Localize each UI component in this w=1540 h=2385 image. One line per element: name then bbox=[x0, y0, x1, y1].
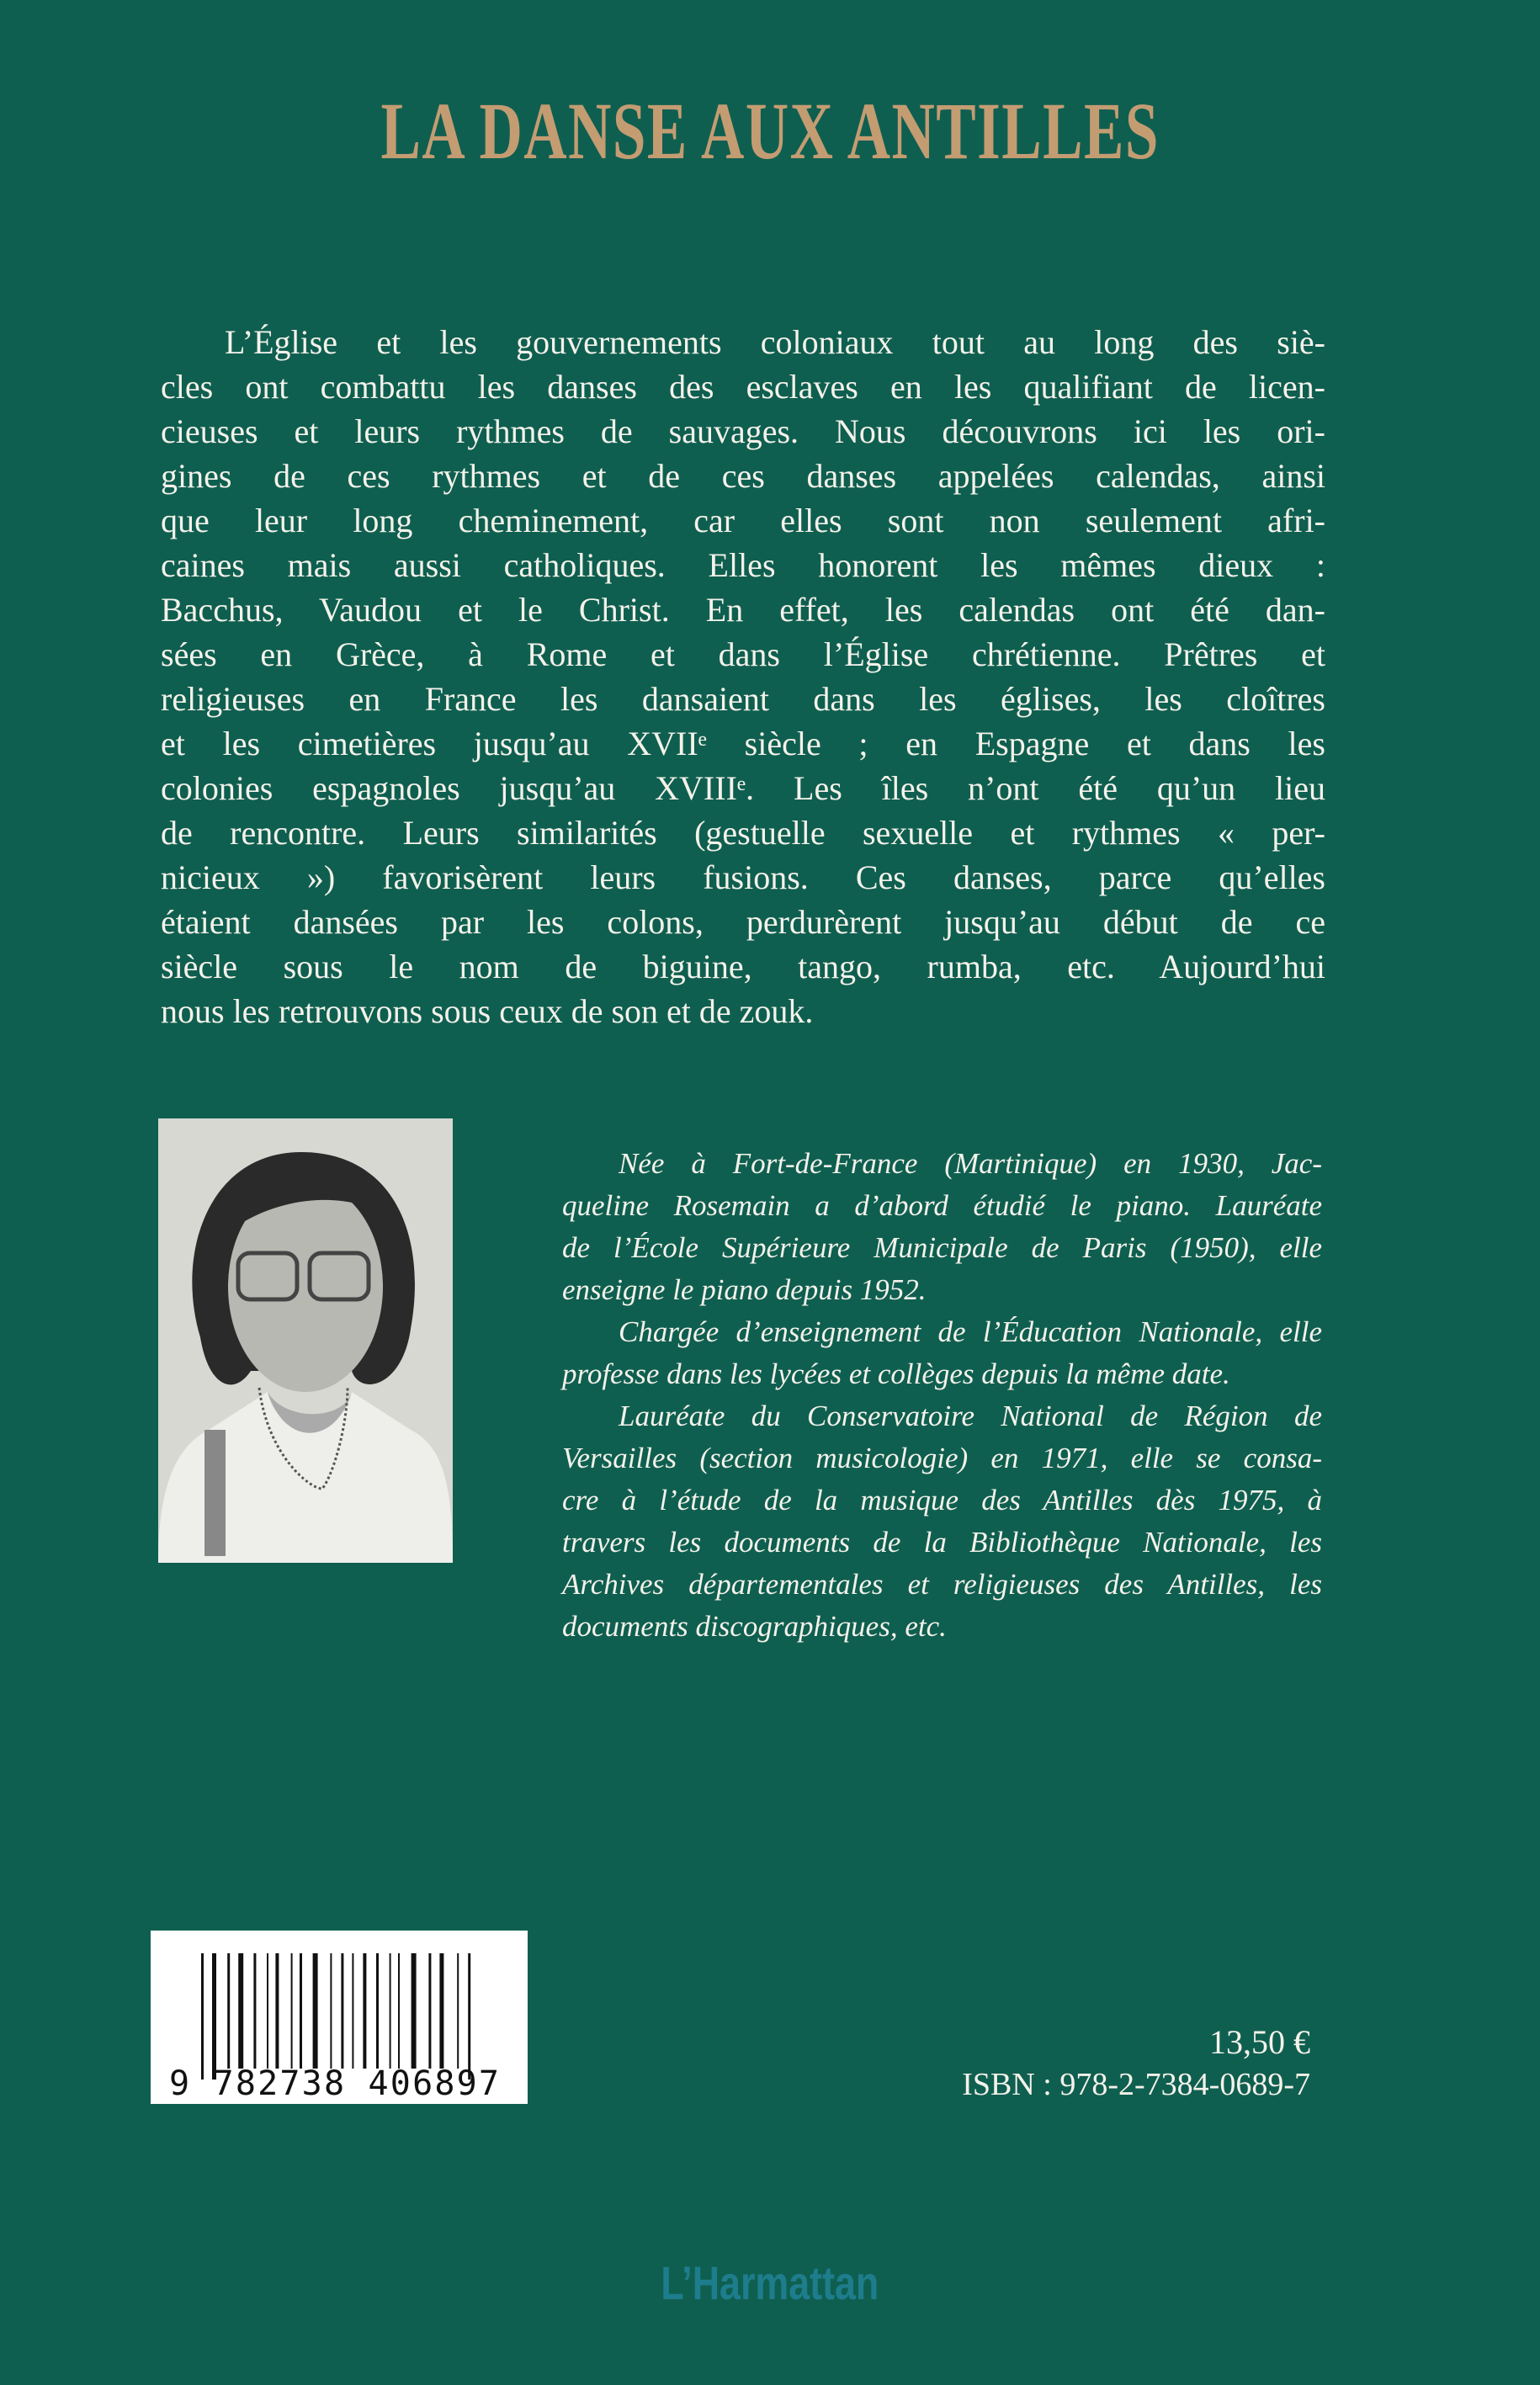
barcode-bar bbox=[341, 1953, 343, 2069]
barcode-bar bbox=[291, 1953, 293, 2069]
barcode-bar bbox=[253, 1953, 256, 2069]
bio-line: travers les documents de la Bibliothèque Nationale, les bbox=[562, 1526, 1322, 1559]
bio-line: Archives départementales et religieuses des Antilles, les bbox=[562, 1568, 1322, 1601]
barcode-bar bbox=[267, 1953, 268, 2069]
barcode-bar bbox=[330, 1953, 332, 2069]
barcode-bar bbox=[376, 1953, 379, 2069]
barcode-bar bbox=[238, 1953, 243, 2069]
blurb-line: siècle sous le nom de biguine, tango, rumba, etc. Aujourd’hui bbox=[161, 948, 1325, 985]
bio-line: Versailles (section musicologie) en 1971, elle se consa- bbox=[562, 1442, 1322, 1474]
price: 13,50 € bbox=[1209, 2023, 1310, 2061]
barcode-bar bbox=[201, 1953, 204, 2080]
bio-line: queline Rosemain a d’abord étudié le piano. Lauréate bbox=[562, 1189, 1322, 1222]
bio-line: documents discographiques, etc. bbox=[562, 1610, 947, 1643]
barcode-bar bbox=[439, 1953, 443, 2069]
publisher-logo-wrap bbox=[0, 2255, 1540, 2310]
author-bio bbox=[562, 1143, 1322, 1648]
barcode-bar bbox=[313, 1953, 318, 2069]
book-title: LA DANSE AUX ANTILLES bbox=[380, 86, 1160, 176]
barcode-bar bbox=[390, 1953, 391, 2069]
blurb-line: cieuses et leurs rythmes de sauvages. Nous découvrons ici les ori- bbox=[161, 412, 1325, 450]
blurb-line: nicieux ») favorisèrent leurs fusions. Ces danses, parce qu’elles bbox=[161, 858, 1325, 896]
barcode-bar bbox=[275, 1953, 279, 2069]
author-portrait-image bbox=[158, 1118, 453, 1563]
blurb-paragraph bbox=[161, 320, 1325, 1033]
bio-line: Lauréate du Conservatoire National de Région de bbox=[619, 1400, 1322, 1432]
blurb-line: gines de ces rythmes et de ces danses appelées calendas, ainsi bbox=[161, 457, 1325, 495]
bio-line: Chargée d’enseignement de l’Éducation Nationale, elle bbox=[619, 1315, 1322, 1348]
blurb-line: sées en Grèce, à Rome et dans l’Église chrétienne. Prêtres et bbox=[161, 635, 1325, 673]
blurb-line: et les cimetières jusqu’au XVIIᵉ siècle ; en Espagne et dans les bbox=[161, 725, 1325, 762]
publisher-logo: L’Harmattan bbox=[661, 2256, 879, 2309]
bio-line: cre à l’étude de la musique des Antilles dès 1975, à bbox=[562, 1484, 1322, 1517]
author-photo bbox=[158, 1118, 453, 1563]
barcode-bar bbox=[457, 1953, 459, 2069]
bio-line: professe dans les lycées et collèges depuis la même date. bbox=[562, 1357, 1230, 1390]
barcode-bar bbox=[227, 1953, 230, 2069]
blurb-line: étaient dansées par les colons, perdurèrent jusqu’au début de ce bbox=[161, 903, 1325, 941]
blurb-line: que leur long cheminement, car elles sont non seulement afri- bbox=[161, 502, 1325, 539]
barcode-bars bbox=[151, 1931, 528, 2104]
isbn-barcode bbox=[151, 1931, 528, 2104]
blurb-line: de rencontre. Leurs similarités (gestuelle sexuelle et rythmes « per- bbox=[161, 814, 1325, 852]
blurb-line: colonies espagnoles jusqu’au XVIIIᵉ. Les îles n’ont été qu’un lieu bbox=[161, 769, 1325, 807]
isbn: ISBN : 978-2-7384-0689-7 bbox=[962, 2067, 1310, 2102]
book-title-wrap bbox=[0, 84, 1540, 178]
blurb-line: religieuses en France les dansaient dans les églises, les cloîtres bbox=[161, 680, 1325, 718]
barcode-bar bbox=[352, 1953, 353, 2069]
blurb-line: Bacchus, Vaudou et le Christ. En effet, les calendas ont été dan- bbox=[161, 591, 1325, 629]
barcode-digits: 9 782738 406897 bbox=[169, 2064, 499, 2103]
barcode-bar bbox=[468, 1953, 470, 2080]
blurb-line: cles ont combattu les danses des esclaves en les qualifiant de licen- bbox=[161, 368, 1325, 406]
blurb-line: nous les retrouvons sous ceux de son et de zouk. bbox=[161, 992, 814, 1030]
barcode-bar bbox=[363, 1953, 366, 2069]
bio-line: enseigne le piano depuis 1952. bbox=[562, 1273, 927, 1306]
barcode-bar bbox=[398, 1953, 400, 2069]
blurb-line: caines mais aussi catholiques. Elles honorent les mêmes dieux : bbox=[161, 546, 1325, 584]
bio-line: Née à Fort-de-France (Martinique) en 1930, Jac- bbox=[619, 1147, 1322, 1180]
bio-line: de l’École Supérieure Municipale de Paris (1950), elle bbox=[562, 1231, 1322, 1264]
blurb-line: L’Église et les gouvernements coloniaux tout au long des siè- bbox=[225, 323, 1325, 361]
barcode-bar bbox=[212, 1953, 216, 2080]
barcode-bar bbox=[428, 1953, 431, 2069]
barcode-bar bbox=[412, 1953, 417, 2069]
barcode-bar bbox=[300, 1953, 302, 2069]
